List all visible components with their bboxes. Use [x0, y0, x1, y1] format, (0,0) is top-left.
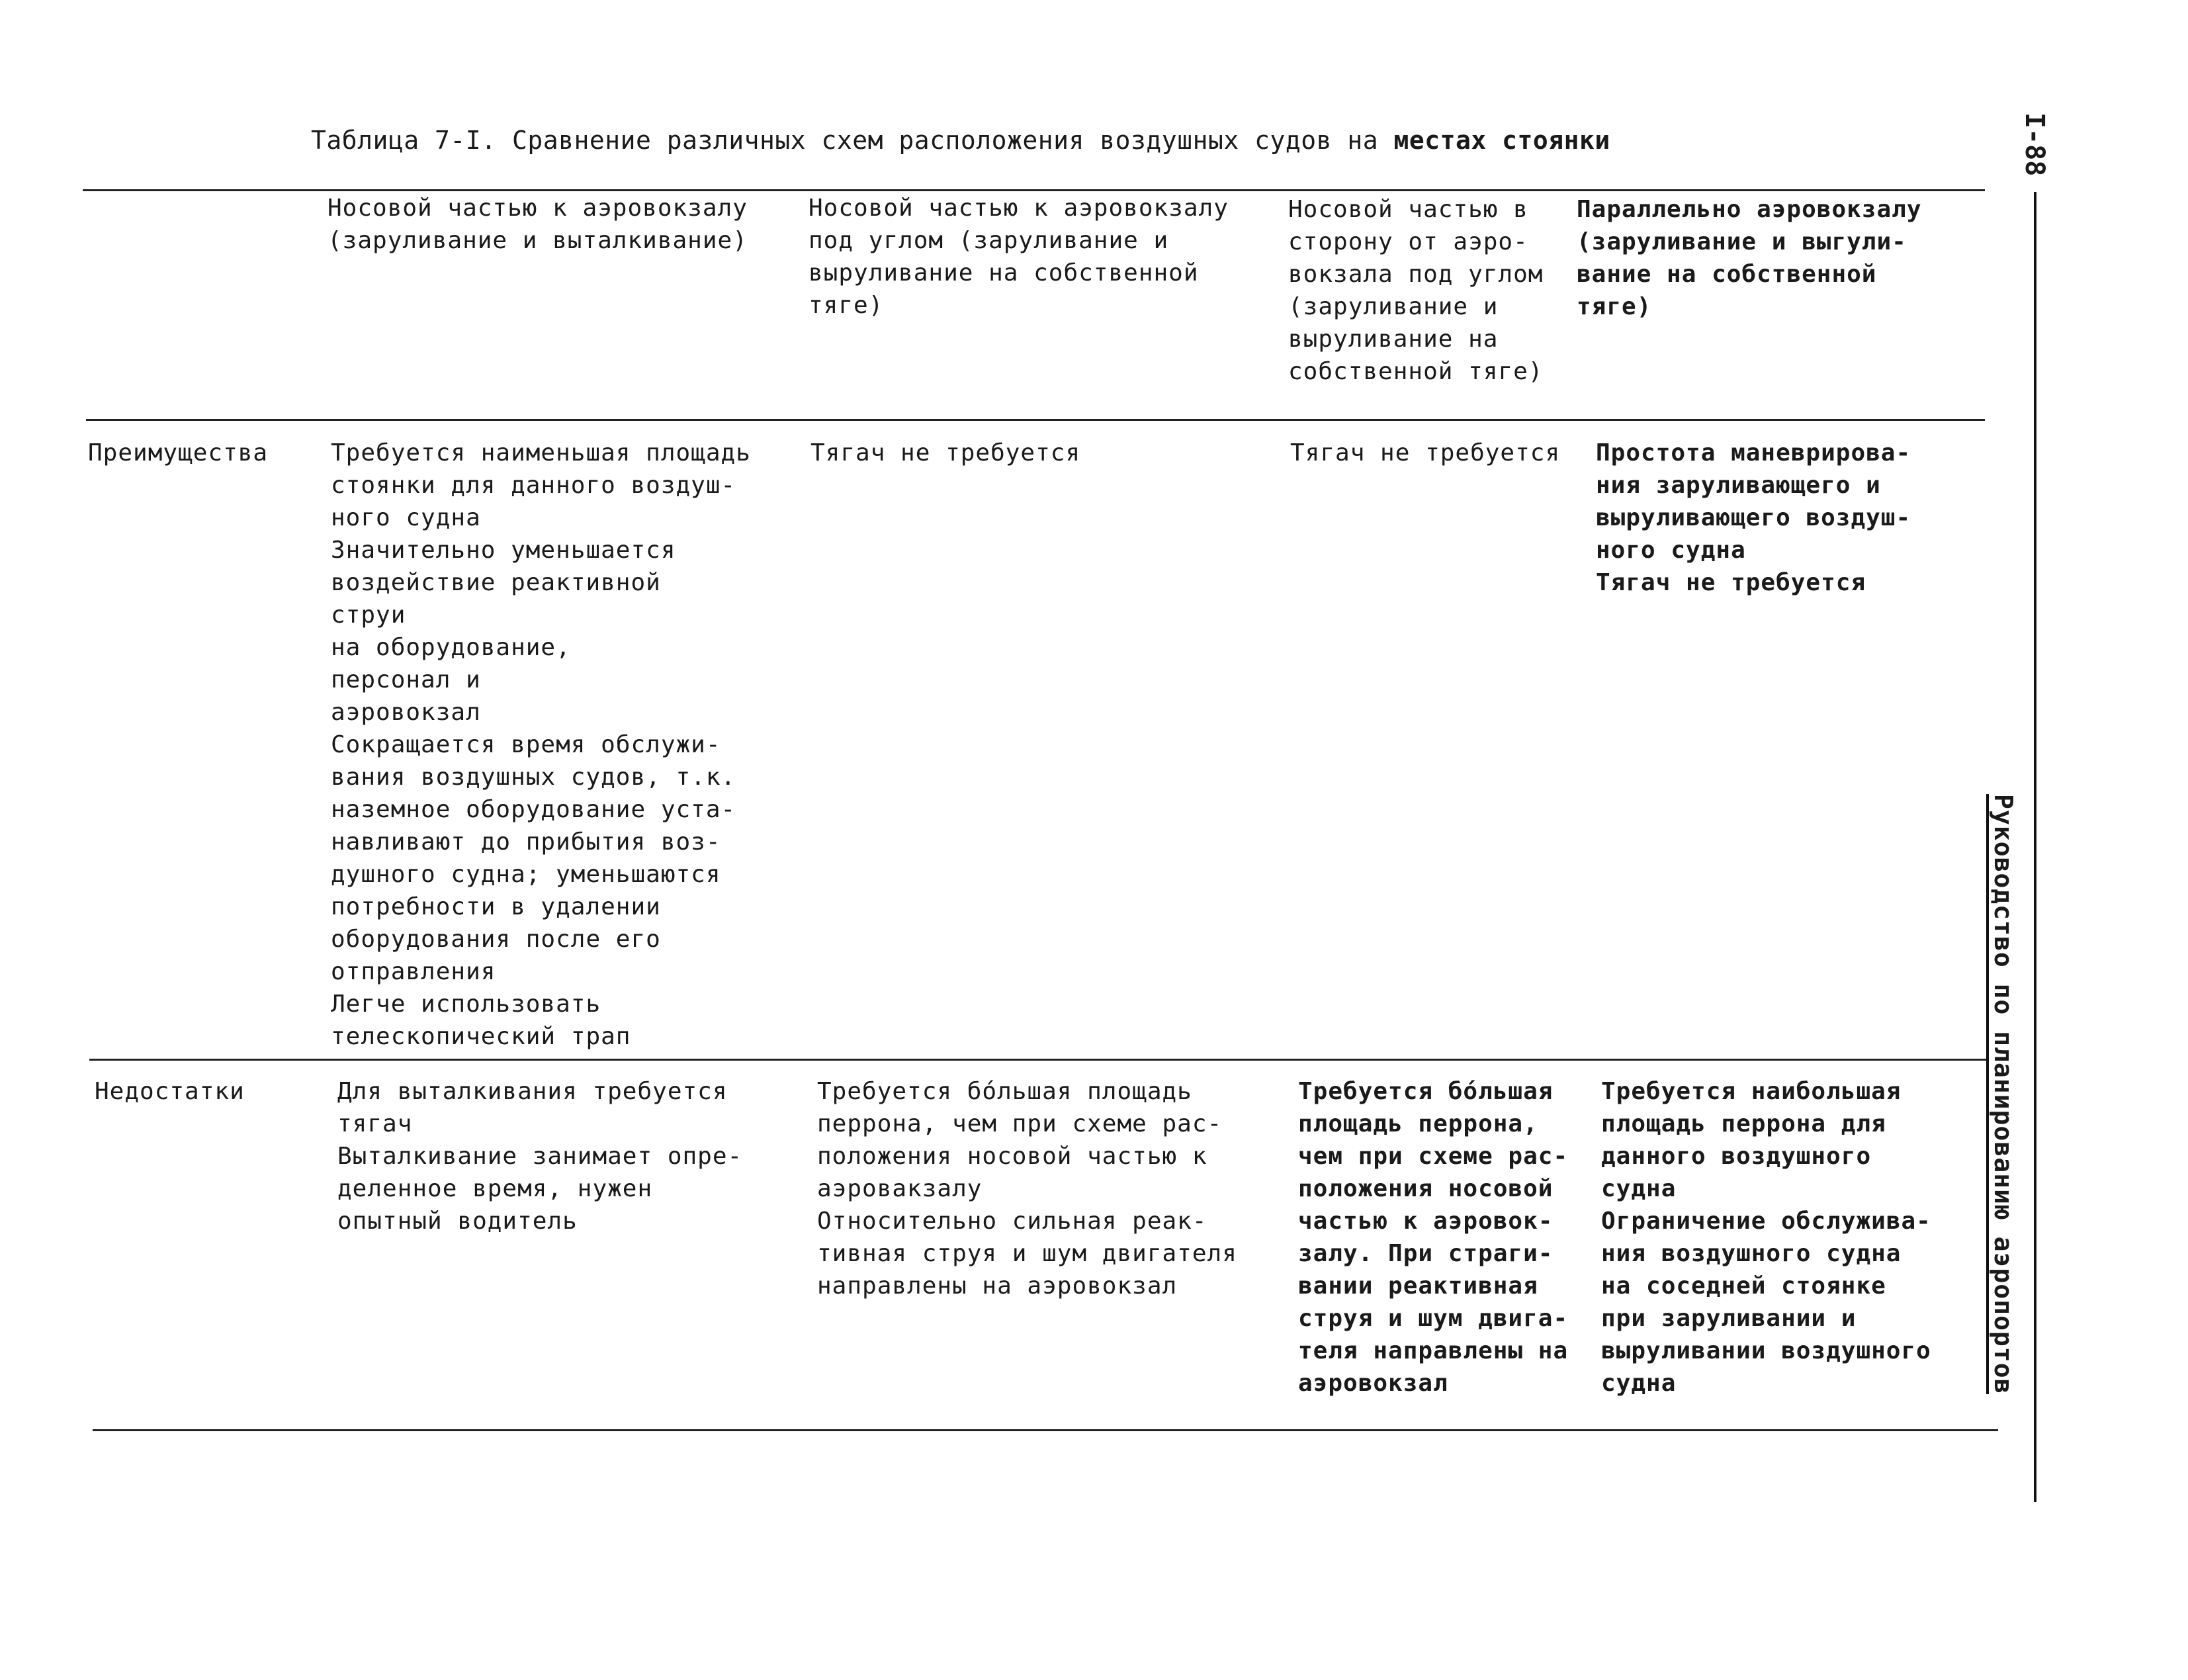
page-number: I-88: [2019, 112, 2050, 177]
disadvantages-parallel: Требуется наибольшая площадь перрона для данного воздушного судна Ограничение обслужива- ния воздушного судна на соседней стоянке при заруливании и выруливании воздушного судна: [1601, 1078, 1931, 1397]
margin-rule: [2034, 192, 2036, 1502]
advantages-nose-in: Требуется наименьшая площадь стоянки для данного воздуш- ного судна Значительно уменьшается воздействие реактивной струи на оборудование, персонал и аэровокзал Сокращается время обслужи- вания воздушных судов, т.к. наземное оборудование уста- навливают до прибытия воз- душного судна; уменьшаются потребности в удалении оборудования после его отправления Легче использовать телескопический трап: [331, 439, 751, 1050]
caption-title-bold: местах стоянки: [1393, 126, 1610, 155]
header-col-angled-nose-in: Носовой частью к аэровокзалу под углом (заруливание и выруливание на собственной тяге): [809, 195, 1229, 319]
advantages-angled-nose-in: Тягач не требуется: [810, 439, 1081, 466]
header-col-angled-nose-out: Носовой частью в сторону от аэро- вокзала под углом (заруливание и выруливание на собственной тяге): [1288, 196, 1544, 385]
table-top-rule: [83, 189, 1985, 191]
caption-label: Таблица 7-I.: [311, 126, 497, 155]
disadvantages-angled-nose-in: Требуется бо́льшая площадь перрона, чем при схеме рас- положения носовой частью к аэровакзалу Относительно сильная реак- тивная струя и шум двигателя направлены на аэровокзал: [817, 1078, 1237, 1300]
table-caption: [311, 126, 1610, 155]
header-bottom-rule: [86, 419, 1985, 421]
disadvantages-nose-in: Для выталкивания требуется тягач Выталкивание занимает опре- деленное время, нужен опытный водитель: [337, 1078, 743, 1235]
running-title-text: Руководство по планированию аэропортов: [1986, 794, 2018, 1394]
header-col-parallel: Параллельно аэровокзалу (заруливание и выгули- вание на собственной тяге): [1577, 196, 1922, 320]
advantages-parallel: Простота маневрирова- ния заруливающего и выруливающего воздуш- ного судна Тягач не требуется: [1596, 439, 1911, 596]
row-label-disadvantages: Недостатки: [95, 1078, 245, 1105]
disadvantages-angled-nose-out: Требуется бо́льшая площадь перрона, чем при схеме рас- положения носовой частью к аэровок- залу. При страги- вании реактивная струя и шум двига- теля направлены на аэровокзал: [1298, 1078, 1569, 1397]
table-bottom-rule: [93, 1429, 1998, 1431]
header-col-nose-in: Носовой частью к аэровокзалу (заруливание и выталкивание): [328, 195, 748, 254]
caption-title: Сравнение различных схем расположения воздушных судов на: [511, 126, 1379, 155]
advantages-angled-nose-out: Тягач не требуется: [1290, 439, 1561, 466]
advantages-bottom-rule: [89, 1059, 1988, 1061]
row-label-advantages: Преимущества: [88, 439, 269, 466]
